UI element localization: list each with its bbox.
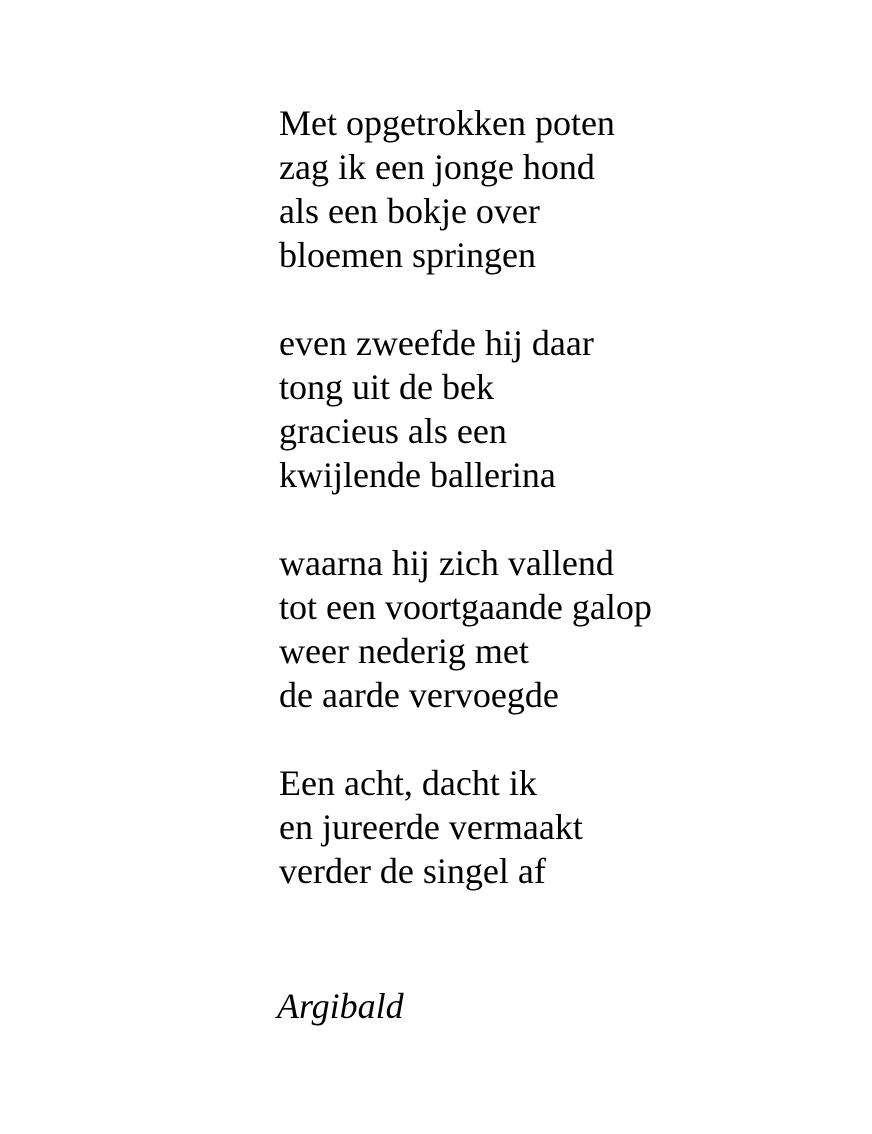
poem-line: weer nederig met [279,631,529,671]
poem-line: tot een voortgaande galop [279,587,652,627]
poem-line: even zweefde hij daar [279,323,594,363]
poem-line: kwijlende ballerina [279,455,556,495]
poem-line: tong uit de bek [279,367,494,407]
poem-line: Met opgetrokken poten [279,103,615,143]
stanza-3 [279,541,652,717]
stanza-1 [279,101,652,277]
stanza-2 [279,321,652,497]
poem-line: waarna hij zich vallend [279,543,614,583]
poem-line: de aarde vervoegde [279,675,559,715]
poem-line: als een bokje over [279,191,540,231]
poem-line: en jureerde vermaakt [279,807,583,847]
stanza-4 [279,761,652,893]
poem-line: zag ik een jonge hond [279,147,595,187]
poem-line: verder de singel af [279,851,546,891]
poem-line: gracieus als een [279,411,507,451]
author-signature: Argibald [277,986,404,1026]
poem-body [279,101,652,937]
poem-line: Een acht, dacht ik [279,763,537,803]
poem-line: bloemen springen [279,235,536,275]
